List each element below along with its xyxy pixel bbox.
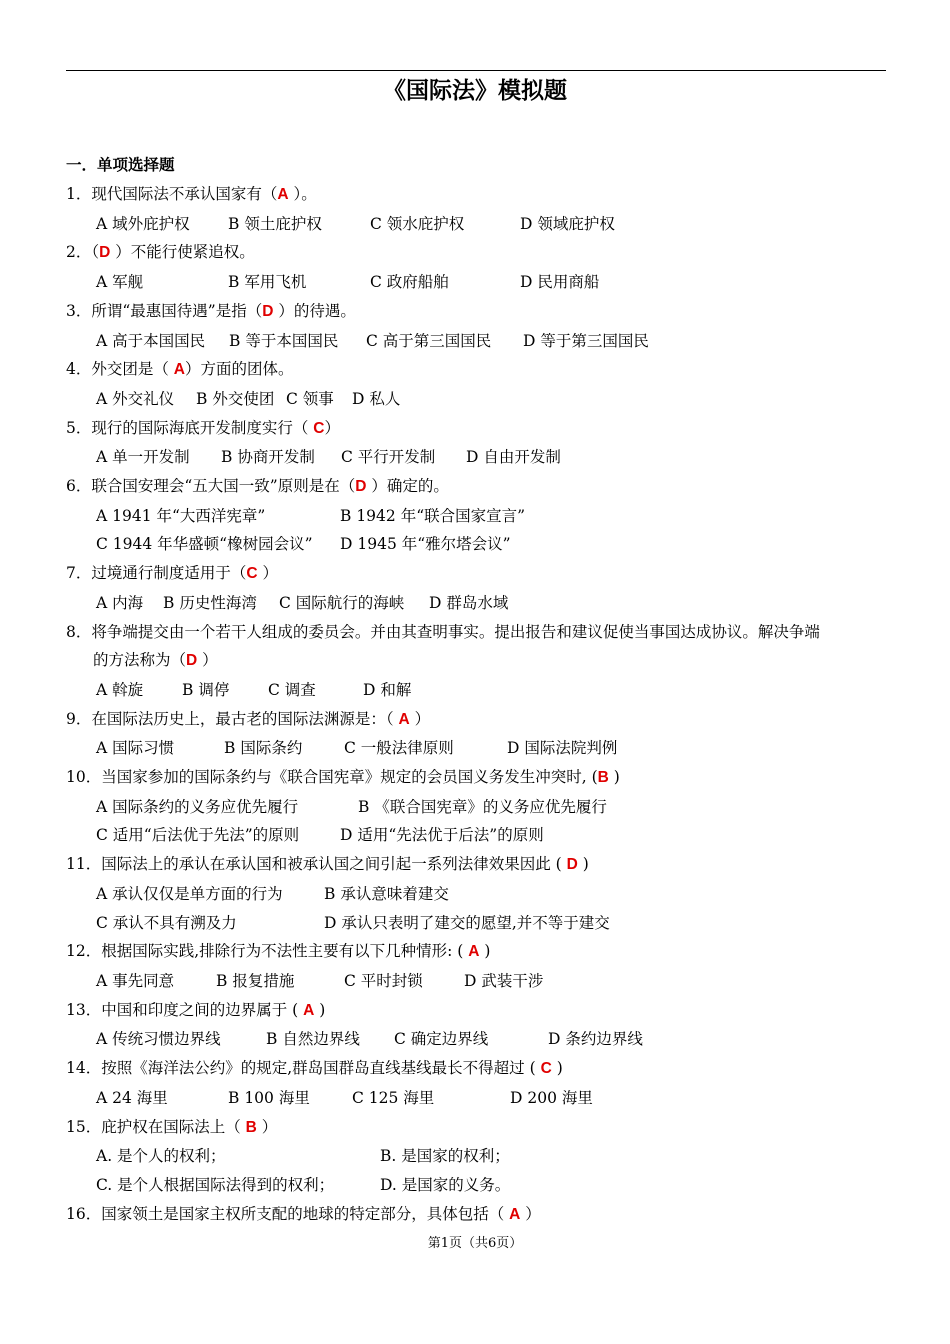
option-choice: C 国际航行的海峡 xyxy=(279,593,405,612)
option-choice: D 和解 xyxy=(363,680,412,699)
option-choice: C 一般法律原则 xyxy=(344,739,454,758)
option-choice: A 24 海里 xyxy=(96,1088,168,1107)
page-title: 《国际法》模拟题 xyxy=(383,77,567,104)
answer-mark: A xyxy=(509,1205,521,1223)
option-choice: C 政府船舶 xyxy=(370,273,449,292)
question-text xyxy=(66,559,890,589)
question-fragment: 5．现行的国际海底开发制度实行（ xyxy=(66,418,314,437)
option-choice: B 外交使团 xyxy=(196,389,275,408)
question-text xyxy=(66,996,890,1026)
question-text xyxy=(66,414,890,444)
question-fragment: 16．国家领土是国家主权所支配的地球的特定部分，具体包括（ xyxy=(66,1204,510,1223)
question-item xyxy=(66,937,890,995)
option-choice: C 1944 年华盛顿“橡树园会议” xyxy=(96,535,313,554)
option-row xyxy=(66,821,890,850)
option-choice: B 国际条约 xyxy=(224,739,303,758)
answer-mark: C xyxy=(540,1060,552,1078)
question-fragment: ）的待遇。 xyxy=(273,301,356,320)
option-choice: C 适用“后法优于先法”的原则 xyxy=(96,826,300,845)
question-fragment: ) xyxy=(608,768,620,787)
option-choice: A 事先同意 xyxy=(96,971,175,990)
answer-mark: D xyxy=(262,302,274,320)
question-list xyxy=(66,180,890,1229)
answer-mark: A xyxy=(173,361,185,379)
option-choice: D 群岛水域 xyxy=(429,593,509,612)
question-item xyxy=(66,1200,890,1230)
option-choice: B 《联合国宪章》的义务应优先履行 xyxy=(358,797,607,816)
option-choice: B 报复措施 xyxy=(216,971,295,990)
question-text xyxy=(66,646,890,676)
question-text xyxy=(66,937,890,967)
question-fragment: 15．庇护权在国际法上（ xyxy=(66,1117,246,1136)
option-choice: C 确定边界线 xyxy=(394,1030,489,1049)
option-choice: A 传统习惯边界线 xyxy=(96,1030,221,1049)
question-fragment: 4．外交团是（ xyxy=(66,360,174,379)
answer-mark: B xyxy=(245,1118,257,1136)
option-choice: D 适用“先法优于后法”的原则 xyxy=(340,826,544,845)
question-fragment: ) xyxy=(577,855,589,874)
option-choice: B 承认意味着建交 xyxy=(324,884,449,903)
option-choice: C 125 海里 xyxy=(352,1088,435,1107)
option-choice: C 承认不具有溯及力 xyxy=(96,913,237,932)
option-choice: B 领土庇护权 xyxy=(228,214,322,233)
question-fragment: 2．（ xyxy=(66,243,100,262)
option-choice: D 武装干涉 xyxy=(464,971,544,990)
answer-mark: A xyxy=(398,710,410,728)
question-fragment: 10．当国家参加的国际条约与《联合国宪章》规定的会员国义务发生冲突时, ( xyxy=(66,768,598,787)
option-row xyxy=(66,210,890,239)
option-choice: C 平时封锁 xyxy=(344,971,423,990)
question-text xyxy=(66,618,890,647)
answer-mark: B xyxy=(597,769,609,787)
option-choice: D 1945 年“雅尔塔会议” xyxy=(340,535,511,554)
option-row xyxy=(66,880,890,909)
option-choice: B 1942 年“联合国家宣言” xyxy=(340,506,526,525)
option-choice: A 1941 年“大西洋宪章” xyxy=(96,506,266,525)
question-text xyxy=(66,180,890,210)
option-choice: C 调查 xyxy=(268,680,316,699)
option-choice: A 内海 xyxy=(96,593,144,612)
option-choice: B 调停 xyxy=(182,680,230,699)
question-fragment: 6．联合国安理会“五大国一致”原则是在（ xyxy=(66,477,356,496)
answer-mark: A xyxy=(277,186,289,203)
question-item xyxy=(66,355,890,413)
option-choice: B 自然边界线 xyxy=(266,1030,360,1049)
question-item xyxy=(66,1054,890,1112)
option-choice: B 协商开发制 xyxy=(221,448,315,467)
answer-mark: C xyxy=(246,565,258,583)
question-fragment: ) xyxy=(314,1000,326,1019)
question-fragment: 9．在国际法历史上，最古老的国际法渊源是：（ xyxy=(66,709,399,728)
question-text xyxy=(66,763,890,793)
question-fragment: 8．将争端提交由一个若干人组成的委员会。并由其查明事实。提出报告和建议促使当事国达成协议。解决争端 xyxy=(66,622,820,641)
option-row xyxy=(66,793,890,822)
question-fragment: ） xyxy=(324,418,341,437)
answer-mark: C xyxy=(313,419,325,437)
question-item xyxy=(66,1113,890,1200)
answer-mark: D xyxy=(99,244,111,262)
question-item xyxy=(66,297,890,355)
question-item xyxy=(66,472,890,559)
question-fragment: 的方法称为（ xyxy=(93,651,187,670)
option-choice: D 200 海里 xyxy=(510,1088,593,1107)
option-row xyxy=(66,589,890,618)
answer-mark: D xyxy=(186,652,198,670)
question-fragment: 11．国际法上的承认在承认国和被承认国之间引起一系列法律效果因此 ( xyxy=(66,855,567,874)
question-item xyxy=(66,414,890,472)
option-choice: A 单一开发制 xyxy=(96,448,190,467)
answer-mark: A xyxy=(468,943,480,961)
option-choice: A 高于本国国民 xyxy=(96,331,206,350)
option-choice: D 条约边界线 xyxy=(548,1030,643,1049)
option-choice: A. 是个人的权利； xyxy=(96,1147,226,1166)
option-choice: D 领域庇护权 xyxy=(520,214,615,233)
option-choice: B. 是国家的权利； xyxy=(380,1147,510,1166)
question-fragment: ）方面的团体。 xyxy=(185,360,294,379)
question-item xyxy=(66,996,890,1054)
question-text xyxy=(66,297,890,327)
question-item xyxy=(66,705,890,763)
option-choice: C 领水庇护权 xyxy=(370,214,465,233)
question-item xyxy=(66,850,890,937)
page-footer: 第1页（共6页） xyxy=(427,1236,523,1251)
question-item xyxy=(66,559,890,617)
option-choice: D 民用商船 xyxy=(520,273,600,292)
question-text xyxy=(66,355,890,385)
option-choice: D. 是国家的义务。 xyxy=(380,1175,511,1194)
option-choice: A 外交礼仪 xyxy=(96,389,175,408)
option-row xyxy=(66,967,890,996)
question-fragment: ）。 xyxy=(288,185,317,203)
question-text xyxy=(66,472,890,502)
option-row xyxy=(66,1142,890,1171)
option-row xyxy=(66,909,890,938)
question-text xyxy=(66,1054,890,1084)
option-choice: A 承认仅仅是单方面的行为 xyxy=(96,884,283,903)
option-choice: A 域外庇护权 xyxy=(96,214,190,233)
question-text xyxy=(66,1113,890,1143)
question-fragment: 1．现代国际法不承认国家有（ xyxy=(66,185,278,203)
question-fragment: 13．中国和印度之间的边界属于 ( xyxy=(66,1000,304,1019)
option-choice: B 100 海里 xyxy=(228,1088,310,1107)
option-row xyxy=(66,502,890,531)
option-row xyxy=(66,385,890,414)
question-text xyxy=(66,850,890,880)
option-row xyxy=(66,1084,890,1113)
option-choice: C 平行开发制 xyxy=(341,448,436,467)
question-fragment: ）不能行使紧追权。 xyxy=(110,243,255,262)
question-fragment: ） xyxy=(197,651,218,670)
question-fragment: ) xyxy=(551,1059,563,1078)
question-fragment: ） xyxy=(520,1204,541,1223)
option-row xyxy=(66,443,890,472)
option-choice: B 等于本国国民 xyxy=(229,331,339,350)
option-choice: A 国际习惯 xyxy=(96,739,175,758)
answer-mark: D xyxy=(355,478,367,496)
question-item xyxy=(66,618,890,705)
question-fragment: ） xyxy=(257,564,279,583)
option-choice: D 国际法院判例 xyxy=(507,739,618,758)
question-text xyxy=(66,238,890,268)
option-row xyxy=(66,530,890,559)
answer-mark: A xyxy=(303,1001,315,1019)
option-choice: B 军用飞机 xyxy=(228,273,307,292)
question-fragment: 7．过境通行制度适用于（ xyxy=(66,564,247,583)
option-choice: C 高于第三国国民 xyxy=(366,331,492,350)
section-heading: 一．单项选择题 xyxy=(66,155,175,174)
option-choice: D 自由开发制 xyxy=(466,448,561,467)
answer-mark: D xyxy=(566,856,578,874)
option-row xyxy=(66,327,890,356)
option-row xyxy=(66,676,890,705)
question-item xyxy=(66,180,890,238)
option-choice: D 承认只表明了建交的愿望,并不等于建交 xyxy=(324,913,610,932)
question-fragment: ) xyxy=(479,942,491,961)
question-text xyxy=(66,705,890,735)
option-row xyxy=(66,1171,890,1200)
question-fragment: ） xyxy=(409,709,431,728)
option-row xyxy=(66,734,890,763)
question-fragment: ）确定的。 xyxy=(366,477,449,496)
question-fragment: 14．按照《海洋法公约》的规定,群岛国群岛直线基线最长不得超过 ( xyxy=(66,1059,541,1078)
option-choice: C 领事 xyxy=(286,389,334,408)
option-row xyxy=(66,268,890,297)
option-choice: A 国际条约的义务应优先履行 xyxy=(96,797,299,816)
question-item xyxy=(66,763,890,850)
option-choice: A 斡旋 xyxy=(96,680,144,699)
question-text xyxy=(66,1200,890,1230)
option-choice: A 军舰 xyxy=(96,273,144,292)
question-item xyxy=(66,238,890,296)
option-row xyxy=(66,1025,890,1054)
option-choice: B 历史性海湾 xyxy=(163,593,257,612)
option-choice: C. 是个人根据国际法得到的权利； xyxy=(96,1175,335,1194)
option-choice: D 私人 xyxy=(352,389,401,408)
question-fragment: 12．根据国际实践,排除行为不法性主要有以下几种情形: ( xyxy=(66,942,469,961)
header-rule xyxy=(66,70,886,71)
option-choice: D 等于第三国国民 xyxy=(523,331,649,350)
question-fragment: 3．所谓“最惠国待遇”是指（ xyxy=(66,301,263,320)
question-fragment: ） xyxy=(256,1117,278,1136)
